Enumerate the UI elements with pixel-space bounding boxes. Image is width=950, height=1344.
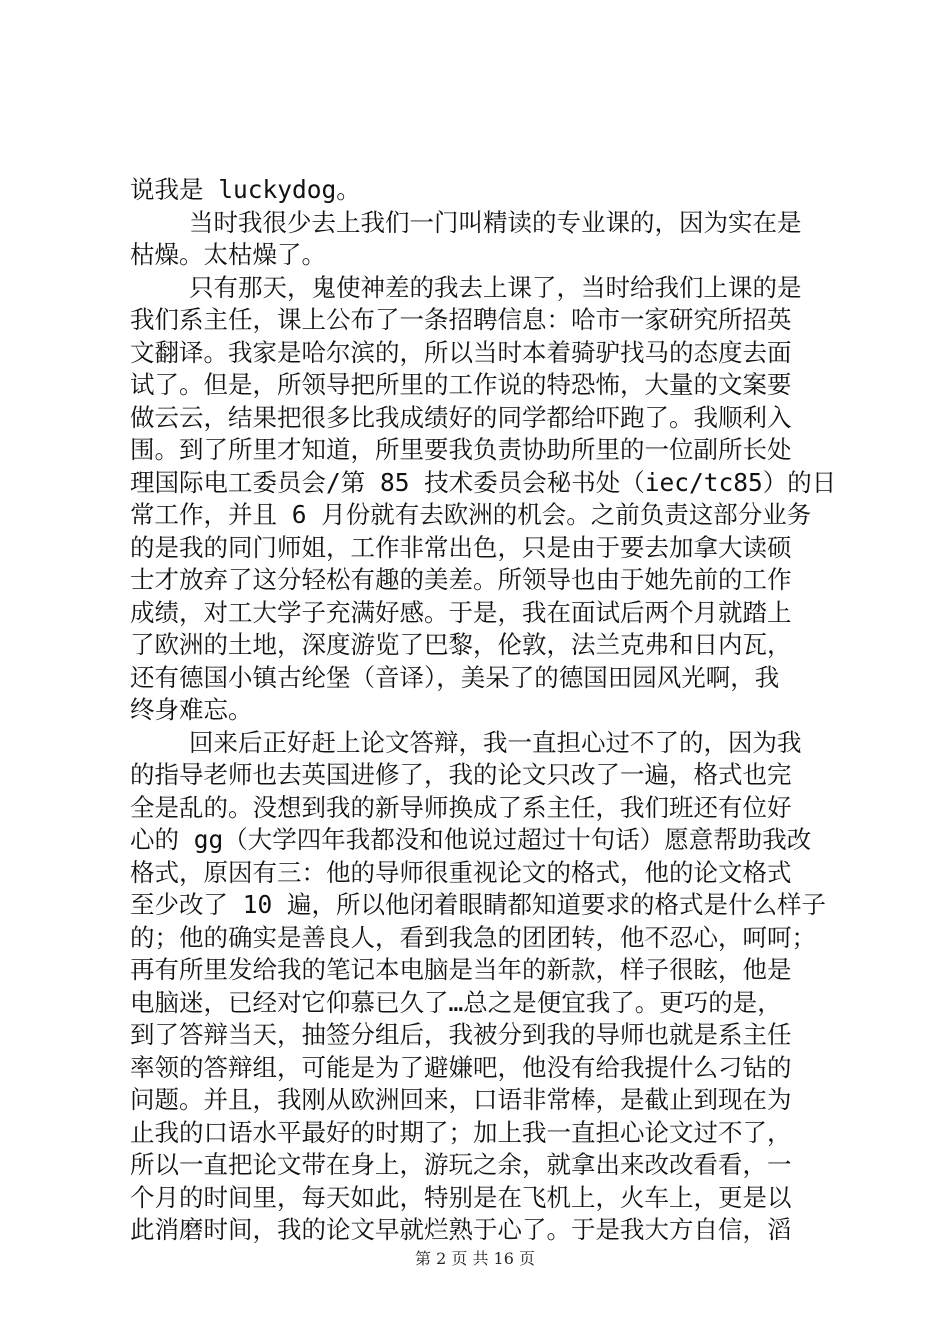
text-line: 成绩，对工大学子充满好感。于是，我在面试后两个月就踏上 [130,597,792,627]
text-line: 所以一直把论文带在身上，游玩之余，就拿出来改改看看，一 [130,1150,792,1179]
text-line: 枯燥。太枯燥了。 [130,240,326,269]
text-line: 问题。并且，我刚从欧洲回来，口语非常棒，是截止到现在为 [130,1085,792,1114]
text-line: 个月的时间里，每天如此，特别是在飞机上，火车上，更是以 [130,1182,792,1212]
text-line: 做云云，结果把很多比我成绩好的同学都给吓跑了。我顺利入 [130,402,792,432]
text-line: 回来后正好赶上论文答辩，我一直担心过不了的，因为我 [130,727,802,757]
text-line: 终身难忘。 [130,695,253,724]
text-line: 电脑迷，已经对它仰慕已久了…总之是便宜我了。更巧的是， [130,987,782,1017]
text-line: 围。到了所里才知道，所里要我负责协助所里的一位副所长处 [130,435,792,464]
text-line: 了欧洲的土地，深度游览了巴黎，伦敦，法兰克弗和日内瓦， [130,630,792,659]
page-number-label: 第 2 页 共 16 页 [415,1249,535,1268]
text-line: 再有所里发给我的笔记本电脑是当年的新款，样子很眩，他是 [130,955,792,984]
text-line: 的；他的确实是善良人，看到我急的团团转，他不忍心，呵呵； [130,922,816,952]
text-line: 常工作，并且 6 月份就有去欧洲的机会。之前负责这部分业务 [130,500,812,529]
text-line: 止我的口语水平最好的时期了；加上我一直担心论文过不了， [130,1117,792,1147]
text-line: 的指导老师也去英国进修了，我的论文只改了一遍，格式也完 [130,760,792,789]
text-line: 全是乱的。没想到我的新导师换成了系主任，我们班还有位好 [130,792,792,822]
text-line: 当时我很少去上我们一门叫精读的专业课的，因为实在是 [130,207,802,237]
text-line: 的是我的同门师姐，工作非常出色，只是由于要去加拿大读硕 [130,532,792,562]
text-line: 说我是 luckydog。 [130,175,361,204]
text-line: 此消磨时间，我的论文早就烂熟于心了。于是我大方自信，滔 [130,1215,792,1244]
text-line: 到了答辩当天，抽签分组后，我被分到我的导师也就是系主任 [130,1020,792,1049]
text-line: 文翻译。我家是哈尔滨的，所以当时本着骑驴找马的态度去面 [130,337,792,367]
text-line: 还有德国小镇古纶堡（音译），美呆了的德国田园风光啊，我 [130,662,780,692]
page-footer [0,1246,950,1269]
text-line: 心的 gg（大学四年我都没和他说过超过十句话）愿意帮助我改 [130,825,812,854]
text-line: 理国际电工委员会/第 85 技术委员会秘书处（iec/tc85）的日 [130,467,837,497]
text-line: 士才放弃了这分轻松有趣的美差。所领导也由于她先前的工作 [130,565,792,594]
text-line: 只有那天，鬼使神差的我去上课了，当时给我们上课的是 [130,272,802,302]
text-line: 至少改了 10 遍，所以他闭着眼睛都知道要求的格式是什么样子 [130,890,826,919]
text-line: 格式，原因有三：他的导师很重视论文的格式，他的论文格式 [130,857,792,887]
text-line: 试了。但是，所领导把所里的工作说的特恐怖，大量的文案要 [130,370,792,399]
body-text [130,174,835,1247]
text-line: 率领的答辩组，可能是为了避嫌吧，他没有给我提什么刁钻的 [130,1052,792,1082]
text-line: 我们系主任，课上公布了一条招聘信息：哈市一家研究所招英 [130,305,792,334]
